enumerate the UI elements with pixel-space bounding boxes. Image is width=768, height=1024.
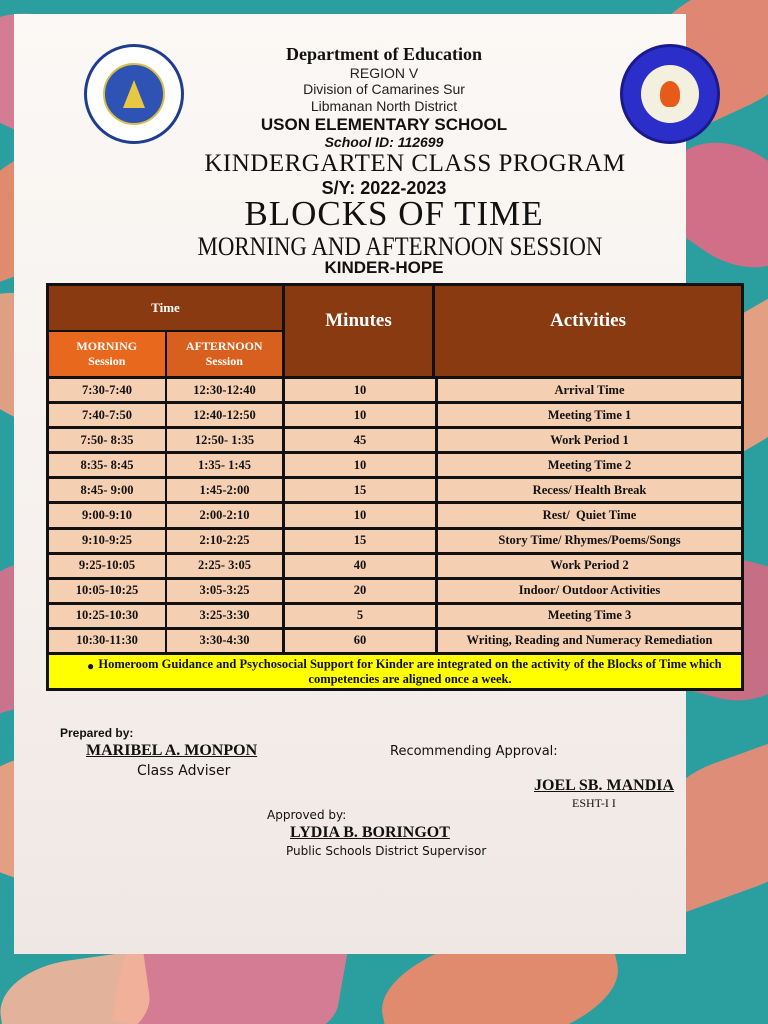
activity-cell: Work Period 1 [550,432,629,447]
minutes-header: Minutes [285,286,435,376]
morning-time-cell: 10:25-10:30 [49,605,167,627]
minutes-cell: 15 [285,530,438,552]
morning-time-cell: 8:35- 8:45 [49,454,167,476]
minutes-cell: 60 [285,630,438,652]
table-row [49,454,741,476]
schedule-table [46,283,744,691]
prepared-by-label: Prepared by: [60,726,134,740]
afternoon-time-cell: 1:35- 1:45 [167,454,285,476]
activity-cell: Story Time/ Rhymes/Poems/Songs [498,533,681,548]
table-row [49,479,741,501]
afternoon-time-cell: 3:25-3:30 [167,605,285,627]
bullet-icon: ● [87,659,95,674]
section-name: KINDER-HOPE [324,258,444,277]
morning-session-header: MORNING Session [49,332,167,376]
recommending-approval-label: Recommending Approval: [390,744,558,759]
morning-time-cell: 9:25-10:05 [49,555,167,577]
recommending-role: ESHT-I I [572,796,616,810]
minutes-cell: 15 [285,479,438,501]
minutes-cell: 40 [285,555,438,577]
table-header [49,286,741,379]
table-row [49,504,741,526]
morning-time-cell: 10:30-11:30 [49,630,167,652]
morning-time-cell: 8:45- 9:00 [49,479,167,501]
minutes-cell: 10 [285,454,438,476]
afternoon-time-cell: 1:45-2:00 [167,479,285,501]
minutes-cell: 5 [285,605,438,627]
afternoon-time-cell: 2:25- 3:05 [167,555,285,577]
district: Libmanan North District [310,98,458,114]
activity-cell: Arrival Time [554,382,625,397]
table-row [49,404,741,426]
afternoon-time-cell: 12:30-12:40 [167,379,285,401]
school-name: USON ELEMENTARY SCHOOL [260,115,508,134]
table-row [49,555,741,577]
table-body [49,379,741,652]
approved-by-role: Public Schools District Supervisor [286,844,487,858]
table-row [49,630,741,652]
activity-cell: Meeting Time 2 [547,457,632,472]
time-header-group [49,286,285,376]
table-row [49,429,741,451]
school-year: S/Y: 2022-2023 [321,178,447,198]
prepared-by-name: MARIBEL A. MONPON [86,742,258,759]
table-row [49,530,741,552]
session-title: MORNING AND AFTERNOON SESSION [197,232,603,261]
activity-cell: Meeting Time 1 [547,407,632,422]
blocks-of-time-title: BLOCKS OF TIME [244,194,544,233]
program-title: KINDERGARTEN CLASS PROGRAM [204,150,626,177]
activity-cell: Indoor/ Outdoor Activities [518,583,661,598]
minutes-cell: 20 [285,580,438,602]
afternoon-time-cell: 3:05-3:25 [167,580,285,602]
minutes-cell: 10 [285,504,438,526]
integration-note [49,655,741,688]
activity-cell: Recess/ Health Break [532,482,647,497]
minutes-cell: 10 [285,404,438,426]
morning-time-cell: 10:05-10:25 [49,580,167,602]
afternoon-time-cell: 12:50- 1:35 [167,429,285,451]
activities-header: Activities [435,286,741,376]
activity-cell: Rest/ Quiet Time [542,508,637,523]
afternoon-time-cell: 2:10-2:25 [167,530,285,552]
note-text: Homeroom Guidance and Psychosocial Support for Kinder are integrated on the activity of the Blocks of Time which competencies are aligned once a week. [98,656,722,686]
afternoon-time-cell: 12:40-12:50 [167,404,285,426]
afternoon-time-cell: 3:30-4:30 [167,630,285,652]
morning-time-cell: 9:10-9:25 [49,530,167,552]
division: Division of Camarines Sur [303,81,465,97]
morning-time-cell: 7:30-7:40 [49,379,167,401]
morning-time-cell: 7:40-7:50 [49,404,167,426]
activity-cell: Writing, Reading and Numeracy Remediation [466,633,713,648]
table-row [49,580,741,602]
approved-by-label: Approved by: [267,808,347,822]
table-row [49,379,741,401]
prepared-by-role: Class Adviser [137,763,231,779]
activity-cell: Work Period 2 [550,558,629,573]
time-header: Time [49,286,282,332]
morning-time-cell: 7:50- 8:35 [49,429,167,451]
minutes-cell: 10 [285,379,438,401]
department-title: Department of Education [286,44,482,64]
table-row [49,605,741,627]
school-id: School ID: 112699 [324,134,444,150]
region: REGION V [349,65,419,81]
afternoon-time-cell: 2:00-2:10 [167,504,285,526]
minutes-cell: 45 [285,429,438,451]
recommending-name: JOEL SB. MANDIA [534,777,675,794]
activity-cell: Meeting Time 3 [547,608,632,623]
approved-by-name: LYDIA B. BORINGOT [290,824,450,841]
afternoon-session-header: AFTERNOON Session [167,332,283,376]
morning-time-cell: 9:00-9:10 [49,504,167,526]
